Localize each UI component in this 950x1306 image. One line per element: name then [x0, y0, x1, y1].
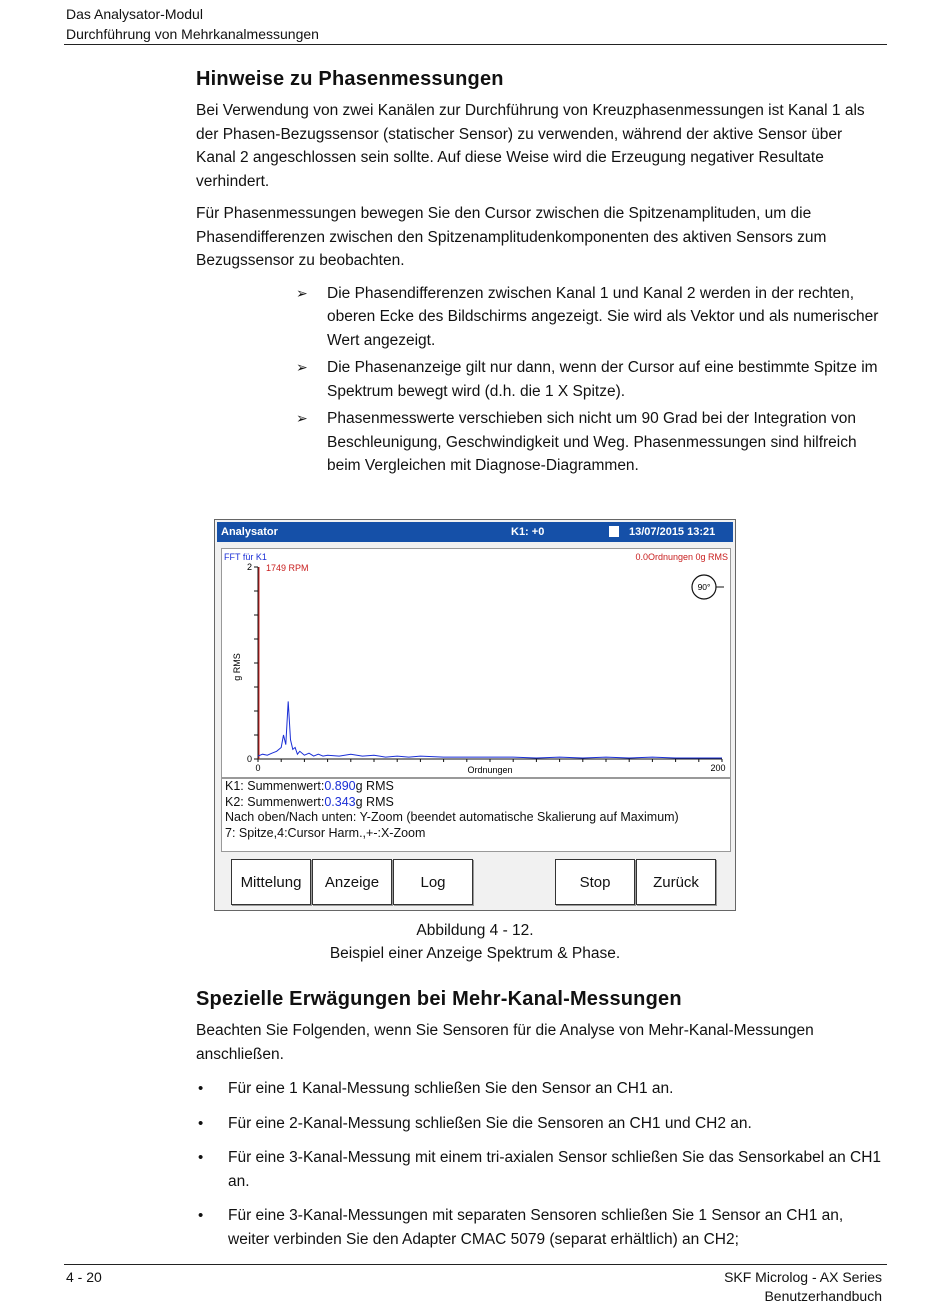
sd-card-icon	[609, 526, 621, 539]
x-axis-label: Ordnungen	[467, 765, 513, 775]
bullet-dot-icon: •	[198, 1207, 204, 1224]
phase-value: 90°	[697, 582, 711, 592]
x-tick-label: 200	[710, 763, 726, 773]
y-tick-label: 2	[246, 562, 252, 572]
y-axis-label: g RMS	[232, 653, 242, 681]
arrow-bullet-icon: ➢	[296, 359, 308, 375]
overall-value-ch1: K1: Summenwert:0.890g RMS	[225, 779, 394, 793]
chart-axes	[258, 567, 722, 759]
list-item: • Für eine 1 Kanal-Messung schließen Sie den Sensor an CH1 an.	[196, 1077, 886, 1101]
header-rule	[64, 44, 887, 45]
header-chapter: Das Analysator-Modul	[66, 6, 203, 22]
bullet-list	[196, 1077, 886, 1251]
list-item: ➢ Die Phasendifferenzen zwischen Kanal 1 und Kanal 2 werden in der rechten, oberen Ecke des Bildschirms angezeigt. Sie wird als Vektor und als numerischer Wert angezeigt.	[296, 282, 886, 353]
figure-number: Abbildung 4 - 12.	[416, 922, 534, 939]
paragraph: Für Phasenmessungen bewegen Sie den Cursor zwischen die Spitzenamplituden, um die Phasendifferenzen zwischen den Spitzenamplitudenkomponenten des aktiven Sensors zum Bezugssensor zu beobachten.	[196, 205, 827, 269]
paragraph: Bei Verwendung von zwei Kanälen zur Durchführung von Kreuzphasenmessungen ist Kanal 1 als der Phasen-Bezugssensor (statischer Sensor) zu verwenden, während der aktive Sensor über Kanal 2 angeschlossen sein sollte. Auf diese Weise wird die Erzeugung negativer Resultate verhindert.	[196, 102, 865, 190]
footer-product: SKF Microlog - AX Series Benutzerhandbuch	[724, 1269, 882, 1304]
list-item: • Für eine 3-Kanal-Messung mit einem tri-axialen Sensor schließen Sie das Sensorkabel an CH1 an.	[196, 1146, 886, 1193]
x-tick-label: 0	[255, 763, 261, 773]
section-heading: Hinweise zu Phasenmessungen	[196, 68, 504, 90]
figure-caption: Beispiel einer Anzeige Spektrum & Phase.	[329, 945, 621, 962]
list-item: ➢ Die Phasenanzeige gilt nur dann, wenn der Cursor auf eine bestimmte Spitze im Spektrum bewegt wird (d.h. die 1 X Spitze).	[296, 356, 886, 403]
spectrum-trace	[258, 701, 722, 758]
spectrum-chart-frame	[221, 548, 731, 778]
arrow-list	[196, 282, 886, 478]
mittelung-button[interactable]: Mittelung	[231, 859, 311, 905]
analyzer-screenshot	[214, 519, 736, 911]
chart-title: FFT für K1	[224, 552, 267, 562]
section-heading: Spezielle Erwägungen bei Mehr-Kanal-Messungen	[196, 988, 682, 1010]
stop-button[interactable]: Stop	[555, 859, 635, 905]
header-section: Durchführung von Mehrkanalmessungen	[66, 26, 319, 42]
device-datetime: 13/07/2015 13:21	[629, 526, 716, 538]
help-text-zoom: Nach oben/Nach unten: Y-Zoom (beendet automatische Skalierung auf Maximum)	[225, 810, 679, 824]
bullet-dot-icon: •	[198, 1149, 204, 1166]
bullet-dot-icon: •	[198, 1080, 204, 1097]
phase-vector-indicator	[692, 575, 724, 599]
rpm-label: 1749 RPM	[266, 563, 309, 573]
chart-ticks	[247, 562, 726, 773]
section-phase-notes	[196, 68, 886, 482]
running-header	[66, 4, 319, 44]
device-title: Analysator	[221, 526, 278, 538]
help-text-keys: 7: Spitze,4:Cursor Harm.,+-:X-Zoom	[225, 825, 426, 840]
log-button[interactable]: Log	[393, 859, 473, 905]
paragraph: Beachten Sie Folgenden, wenn Sie Sensoren für die Analyse von Mehr-Kanal-Messungen anschließen.	[196, 1022, 814, 1063]
page-number: 4 - 20	[66, 1269, 102, 1285]
overall-value-ch2: K2: Summenwert:0.343g RMS	[225, 794, 394, 809]
device-title-bar	[217, 522, 733, 542]
anzeige-button[interactable]: Anzeige	[312, 859, 392, 905]
y-tick-label: 0	[246, 754, 252, 764]
zurueck-button[interactable]: Zurück	[636, 859, 716, 905]
list-item: ➢ Phasenmesswerte verschieben sich nicht um 90 Grad bei der Integration von Beschleunigung, Geschwindigkeit und Weg. Phasenmessungen sind hilfreich beim Vergleichen mit Diagnose-Diagrammen.	[296, 407, 886, 478]
measurement-info	[221, 778, 731, 852]
footer-rule	[64, 1264, 887, 1265]
section-multichannel	[196, 988, 886, 1262]
cursor-readout: 0.0Ordnungen 0g RMS	[635, 552, 728, 562]
arrow-bullet-icon: ➢	[296, 284, 308, 301]
list-item: • Für eine 3-Kanal-Messungen mit separaten Sensoren schließen Sie 1 Sensor an CH1 an, weiter verbinden Sie den Adapter CMAC 5079 (separat erhältlich) an CH2;	[196, 1204, 886, 1251]
spectrum-chart	[222, 549, 730, 777]
arrow-bullet-icon: ➢	[296, 410, 308, 426]
bullet-dot-icon: •	[198, 1114, 204, 1132]
channel-indicator: K1: +0	[511, 526, 545, 538]
list-item: • Für eine 2-Kanal-Messung schließen Sie die Sensoren an CH1 und CH2 an.	[196, 1112, 886, 1136]
